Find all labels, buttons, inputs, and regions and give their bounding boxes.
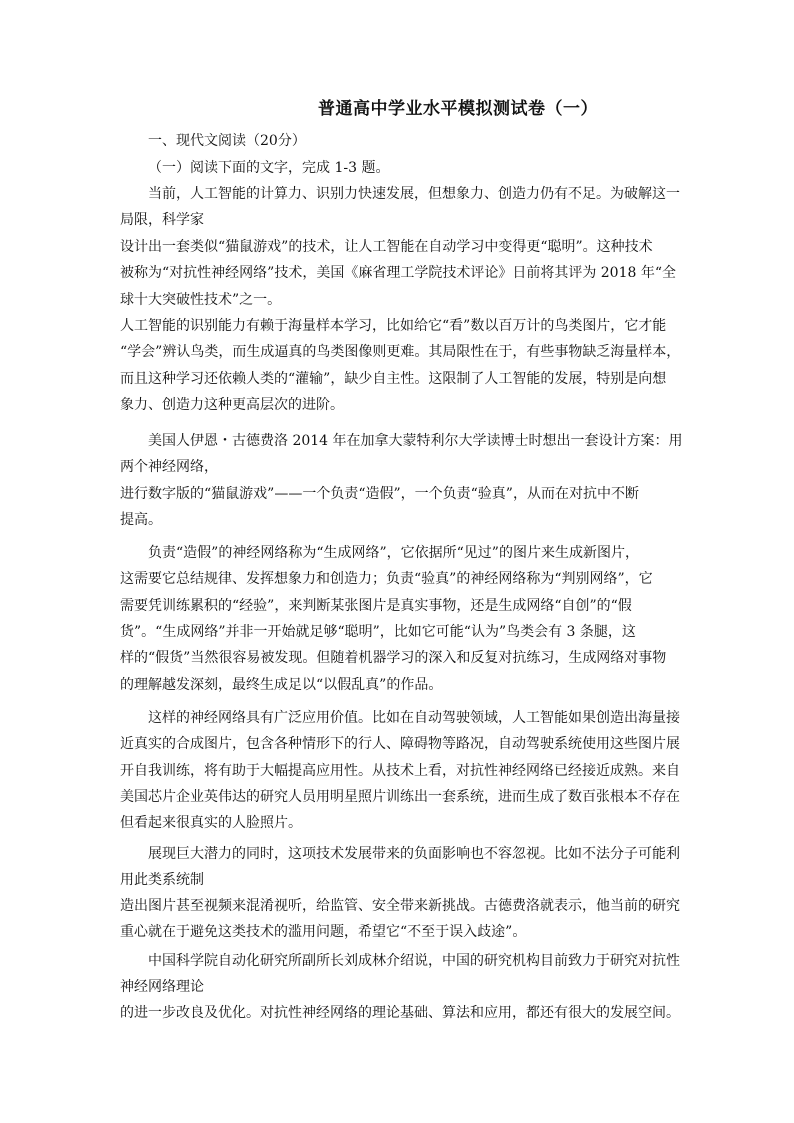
paragraph-line: 但看起来很真实的人脸照片。 [120, 815, 302, 831]
paragraph-line: 神经网络理论 [120, 979, 204, 995]
paragraph-line: 开自我训练，将有助于大幅提高应用性。从技术上看，对抗性神经网络已经接近成熟。来自 [120, 763, 680, 779]
paragraph-line: 人工智能的识别能力有赖于海量样本学习，比如给它“看”数以百万计的鸟类图片，它才能 [120, 318, 667, 334]
paragraph-line: 的进一步改良及优化。对抗性神经网络的理论基础、算法和应用，都还有很大的发展空间。 [120, 1005, 680, 1021]
paragraph-line: 当前，人工智能的计算力、识别力快速发展，但想象力、创造力仍有不足。为破解这一 [148, 186, 680, 202]
paragraph-line: 这需要它总结规律、发挥想象力和创造力；负责“验真”的神经网络称为“判别网络”，它 [120, 571, 653, 587]
paragraph-line: 球十大突破性技术”之一。 [120, 292, 282, 308]
section-heading: 一、现代文阅读（20分） [148, 133, 306, 149]
question-instruction: （一）阅读下面的文字，完成 1-3 题。 [148, 160, 390, 176]
paragraph-line: 需要凭训练累积的“经验”，来判断某张图片是真实事物，还是生成网络“自创”的“假 [120, 598, 632, 614]
paragraph-line: 重心就在于避免这类技术的滥用问题，希望它“不至于误入歧途”。 [120, 924, 527, 940]
paragraph-line: 样的“假货”当然很容易被发现。但随着机器学习的深入和反复对抗练习，生成网络对事物 [120, 650, 667, 666]
paragraph-line: 局限，科学家 [120, 212, 204, 228]
paragraph-line: 而且这种学习还依赖人类的“灌输”，缺少自主性。这限制了人工智能的发展，特别是向想 [120, 371, 667, 387]
paragraph-line: 两个神经网络， [120, 459, 218, 475]
paragraph-line: 进行数字版的“猫鼠游戏”——一个负责“造假”，一个负责“验真”，从而在对抗中不断 [120, 486, 639, 502]
paragraph-line: 负责“造假”的神经网络称为“生成网络”，它依据所“见过”的图片来生成新图片， [148, 545, 639, 561]
paragraph-line: 象力、创造力这种更高层次的进阶。 [120, 397, 344, 413]
paragraph-line: 的理解越发深刻，最终生成足以“以假乱真”的作品。 [120, 677, 443, 693]
paragraph-line: 被称为“对抗性神经网络”技术，美国《麻省理工学院技术评论》日前将其评为 2018 年“全 [120, 265, 676, 281]
paragraph-line: 设计出一套类似“猫鼠游戏”的技术，让人工智能在自动学习中变得更“聪明”。这种技术 [120, 239, 653, 255]
paragraph-line: “学会”辨认鸟类，而生成逼真的鸟类图像则更难。其局限性在于，有些事物缺乏海量样本， [120, 344, 681, 360]
paragraph-line: 造出图片甚至视频来混淆视听，给监管、安全带来新挑战。古德费洛就表示，他当前的研究 [120, 898, 680, 914]
paragraph-line: 提高。 [120, 512, 162, 528]
paragraph-line: 货”。“生成网络”并非一开始就足够“聪明”，比如它可能“认为”鸟类会有 3 条腿，这 [120, 624, 636, 640]
paragraph-line: 展现巨大潜力的同时，这项技术发展带来的负面影响也不容忽视。比如不法分子可能利 [148, 846, 680, 862]
paragraph-line: 美国人伊恩・古德费洛 2014 年在加拿大蒙特利尔大学读博士时想出一套设计方案：用 [148, 433, 683, 449]
paragraph-line: 美国芯片企业英伟达的研究人员用明星照片训练出一套系统，进而生成了数百张根本不存在 [120, 789, 680, 805]
paragraph-line: 近真实的合成图片，包含各种情形下的行人、障碍物等路况，自动驾驶系统使用这些图片展 [120, 736, 680, 752]
paragraph-line: 这样的神经网络具有广泛应用价值。比如在自动驾驶领域，人工智能如果创造出海量接 [148, 710, 680, 726]
paragraph-line: 用此类系统制 [120, 872, 204, 888]
paragraph-line: 中国科学院自动化研究所副所长刘成林介绍说，中国的研究机构目前致力于研究对抗性 [148, 953, 680, 969]
page-title: 普通高中学业水平模拟测试卷（一） [318, 99, 598, 119]
